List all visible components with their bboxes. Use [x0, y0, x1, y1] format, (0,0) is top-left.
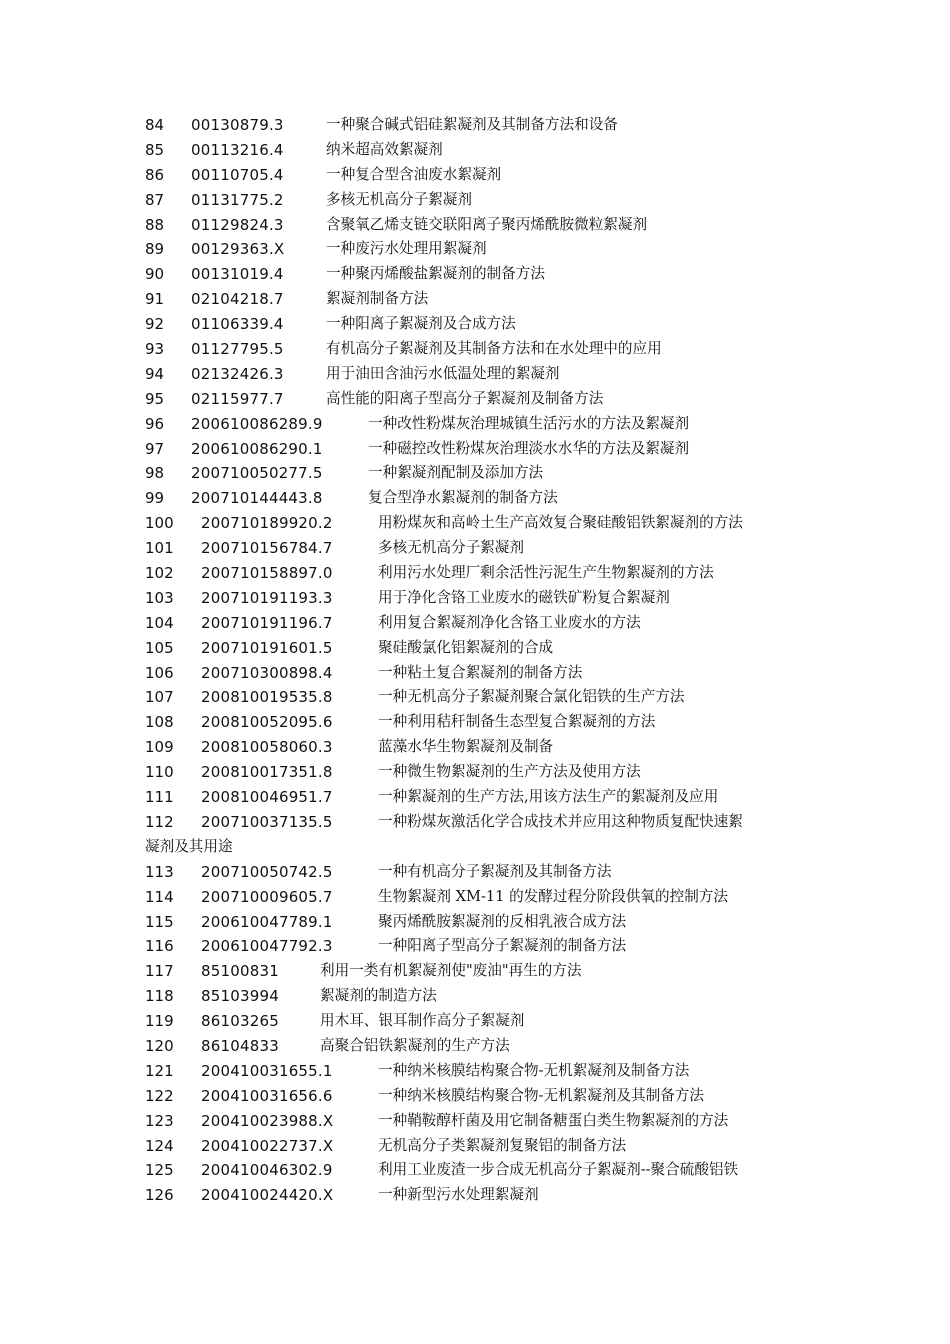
list-item [145, 1084, 825, 1109]
list-item [145, 785, 825, 810]
entry-number: 119 [145, 1012, 174, 1031]
application-number: 200710009605.7 [201, 887, 333, 906]
patent-title: 高性能的阳离子型高分子絮凝剂及制备方法 [326, 389, 604, 407]
entry-number: 109 [145, 738, 174, 757]
application-number: 02104218.7 [191, 290, 284, 309]
patent-title: 利用工业废渣一步合成无机高分子絮凝剂--聚合硫酸铝铁 [378, 1161, 739, 1179]
application-number: 200410031656.6 [201, 1086, 333, 1105]
patent-title: 一种纳米核膜结构聚合物-无机絮凝剂及其制备方法 [378, 1086, 704, 1104]
patent-title: 一种微生物絮凝剂的生产方法及使用方法 [378, 763, 641, 781]
application-number: 200810052095.6 [201, 713, 333, 732]
entry-number: 122 [145, 1086, 174, 1105]
entry-number: 106 [145, 663, 174, 682]
entry-number: 124 [145, 1136, 174, 1155]
entry-number: 118 [145, 987, 174, 1006]
entry-number: 116 [145, 937, 174, 956]
list-item [145, 287, 825, 312]
patent-title: 一种有机高分子絮凝剂及其制备方法 [378, 862, 612, 880]
entry-number: 88 [145, 215, 165, 234]
list-item [145, 959, 825, 984]
list-item [145, 486, 825, 511]
application-number: 200710189920.2 [201, 514, 333, 533]
entry-number: 110 [145, 763, 174, 782]
list-item [145, 611, 825, 636]
entry-number: 90 [145, 265, 165, 284]
entry-number: 121 [145, 1061, 174, 1080]
list-item [145, 337, 825, 362]
patent-title: 聚硅酸氯化铝絮凝剂的合成 [378, 638, 554, 656]
patent-title: 纳米超高效絮凝剂 [326, 140, 443, 158]
patent-title: 一种阳离子絮凝剂及合成方法 [326, 315, 516, 333]
list-item [145, 1109, 825, 1134]
list-item [145, 1134, 825, 1159]
entry-number: 102 [145, 564, 174, 583]
patent-title: 一种磁控改性粉煤灰治理淡水水华的方法及絮凝剂 [368, 439, 690, 457]
entry-number: 123 [145, 1111, 174, 1130]
application-number: 200810046951.7 [201, 788, 333, 807]
list-item [145, 138, 825, 163]
patent-title: 一种复合型含油废水絮凝剂 [326, 165, 502, 183]
application-number: 200810058060.3 [201, 738, 333, 757]
list-item [145, 1059, 825, 1084]
patent-title: 用粉煤灰和高岭土生产高效复合聚硅酸铝铁絮凝剂的方法 [378, 514, 743, 532]
application-number: 200610086290.1 [191, 439, 323, 458]
patent-title: 一种絮凝剂配制及添加方法 [368, 464, 544, 482]
list-item [145, 1183, 825, 1208]
entry-number: 95 [145, 389, 165, 408]
application-number: 200410031655.1 [201, 1061, 333, 1080]
application-number: 200410022737.X [201, 1136, 334, 1155]
list-item [145, 412, 825, 437]
application-number: 200710156784.7 [201, 539, 333, 558]
patent-title-continuation: 凝剂及其用途 [145, 837, 233, 855]
list-item [145, 536, 825, 561]
entry-number: 108 [145, 713, 174, 732]
application-number: 200710158897.0 [201, 564, 333, 583]
entry-number: 97 [145, 439, 165, 458]
list-item [145, 387, 825, 412]
entry-number: 101 [145, 539, 174, 558]
entry-number: 120 [145, 1036, 174, 1055]
patent-title: 一种鞘鞍醇杆菌及用它制备糖蛋白类生物絮凝剂的方法 [378, 1111, 729, 1129]
list-item [145, 860, 825, 885]
entry-number: 111 [145, 788, 174, 807]
application-number: 200610047789.1 [201, 912, 333, 931]
patent-title: 用于油田含油污水低温处理的絮凝剂 [326, 364, 560, 382]
application-number: 86104833 [201, 1036, 279, 1055]
application-number: 01127795.5 [191, 340, 284, 359]
patent-title: 利用一类有机絮凝剂使"废油"再生的方法 [320, 962, 582, 980]
entry-number: 89 [145, 240, 165, 259]
list-item [145, 810, 825, 835]
list-item [145, 163, 825, 188]
application-number: 200610086289.9 [191, 414, 323, 433]
entry-number: 100 [145, 514, 174, 533]
list-item [145, 1009, 825, 1034]
list-item [145, 113, 825, 138]
application-number: 200710144443.8 [191, 489, 323, 508]
application-number: 00131019.4 [191, 265, 284, 284]
patent-title: 无机高分子类絮凝剂复聚铝的制备方法 [378, 1136, 627, 1154]
application-number: 00110705.4 [191, 165, 284, 184]
application-number: 01131775.2 [191, 190, 284, 209]
entry-number: 87 [145, 190, 165, 209]
patent-title: 一种利用秸秆制备生态型复合絮凝剂的方法 [378, 713, 656, 731]
list-item [145, 984, 825, 1009]
list-item [145, 262, 825, 287]
entry-number: 126 [145, 1186, 174, 1205]
entry-number: 94 [145, 364, 165, 383]
application-number: 200710037135.5 [201, 812, 333, 831]
application-number: 85103994 [201, 987, 279, 1006]
application-number: 200410024420.X [201, 1186, 334, 1205]
entry-number: 84 [145, 116, 165, 134]
entry-number: 103 [145, 588, 174, 607]
patent-title: 一种阳离子型高分子絮凝剂的制备方法 [378, 937, 627, 955]
application-number: 02132426.3 [191, 364, 284, 383]
patent-title: 生物絮凝剂 XM-11 的发酵过程分阶段供氧的控制方法 [378, 887, 728, 905]
patent-title: 一种无机高分子絮凝剂聚合氯化铝铁的生产方法 [378, 688, 685, 706]
patent-title: 一种新型污水处理絮凝剂 [378, 1186, 539, 1204]
list-item [145, 685, 825, 710]
entry-number: 96 [145, 414, 165, 433]
list-item [145, 1158, 825, 1183]
application-number: 200710191193.3 [201, 588, 333, 607]
patent-title: 多核无机高分子絮凝剂 [326, 190, 472, 208]
application-number: 01129824.3 [191, 215, 284, 234]
list-item [145, 885, 825, 910]
patent-title: 一种聚丙烯酸盐絮凝剂的制备方法 [326, 265, 545, 283]
entry-number: 93 [145, 340, 165, 359]
list-item [145, 188, 825, 213]
entry-number: 125 [145, 1161, 174, 1180]
patent-list [145, 113, 825, 1208]
patent-title: 蓝藻水华生物絮凝剂及制备 [378, 738, 554, 756]
patent-title: 聚丙烯酰胺絮凝剂的反相乳液合成方法 [378, 912, 627, 930]
list-item [145, 213, 825, 238]
application-number: 00129363.X [191, 240, 285, 259]
entry-number: 91 [145, 290, 165, 309]
list-item [145, 735, 825, 760]
patent-title: 一种絮凝剂的生产方法,用该方法生产的絮凝剂及应用 [378, 788, 719, 806]
entry-number: 99 [145, 489, 165, 508]
patent-title: 一种粉煤灰激活化学合成技术并应用这种物质复配快速絮 [378, 812, 743, 830]
patent-title: 复合型净水絮凝剂的制备方法 [368, 489, 558, 507]
list-item [145, 636, 825, 661]
list-item [145, 934, 825, 959]
list-item [145, 362, 825, 387]
list-item [145, 461, 825, 486]
list-item [145, 237, 825, 262]
entry-number: 107 [145, 688, 174, 707]
entry-number: 117 [145, 962, 174, 981]
application-number: 200710191196.7 [201, 613, 333, 632]
entry-number: 92 [145, 315, 165, 334]
patent-title: 一种改性粉煤灰治理城镇生活污水的方法及絮凝剂 [368, 414, 690, 432]
application-number: 01106339.4 [191, 315, 284, 334]
list-item [145, 760, 825, 785]
patent-title: 一种粘土复合絮凝剂的制备方法 [378, 663, 583, 681]
application-number: 200810017351.8 [201, 763, 333, 782]
application-number: 00130879.3 [191, 116, 284, 134]
application-number: 02115977.7 [191, 389, 284, 408]
entry-number: 104 [145, 613, 174, 632]
patent-title: 絮凝剂制备方法 [326, 290, 429, 308]
application-number: 200810019535.8 [201, 688, 333, 707]
patent-title: 一种聚合碱式铝硅絮凝剂及其制备方法和设备 [326, 116, 618, 133]
patent-title: 多核无机高分子絮凝剂 [378, 539, 524, 557]
application-number: 200410046302.9 [201, 1161, 333, 1180]
list-item [145, 1034, 825, 1059]
patent-title: 利用复合絮凝剂净化含铬工业废水的方法 [378, 613, 641, 631]
patent-title: 一种废污水处理用絮凝剂 [326, 240, 487, 258]
entry-number: 115 [145, 912, 174, 931]
application-number: 86103265 [201, 1012, 279, 1031]
application-number: 200710300898.4 [201, 663, 333, 682]
entry-number: 114 [145, 887, 174, 906]
application-number: 200710191601.5 [201, 638, 333, 657]
list-item [145, 710, 825, 735]
patent-title: 用于净化含铬工业废水的磁铁矿粉复合絮凝剂 [378, 588, 670, 606]
application-number: 200710050742.5 [201, 862, 333, 881]
patent-title: 高聚合铝铁絮凝剂的生产方法 [320, 1036, 510, 1054]
patent-title: 用木耳、银耳制作高分子絮凝剂 [320, 1012, 525, 1030]
entry-number: 112 [145, 812, 174, 831]
list-item [145, 561, 825, 586]
application-number: 200710050277.5 [191, 464, 323, 483]
list-item [145, 661, 825, 686]
application-number: 85100831 [201, 962, 279, 981]
entry-number: 85 [145, 140, 165, 159]
patent-title: 有机高分子絮凝剂及其制备方法和在水处理中的应用 [326, 340, 662, 358]
entry-number: 98 [145, 464, 165, 483]
list-item [145, 910, 825, 935]
list-item [145, 437, 825, 462]
list-item [145, 511, 825, 536]
patent-title: 絮凝剂的制造方法 [320, 987, 437, 1005]
list-item [145, 312, 825, 337]
patent-title: 一种纳米核膜结构聚合物-无机絮凝剂及制备方法 [378, 1061, 690, 1079]
application-number: 200610047792.3 [201, 937, 333, 956]
entry-number: 86 [145, 165, 165, 184]
list-item [145, 586, 825, 611]
entry-number: 113 [145, 862, 174, 881]
application-number: 00113216.4 [191, 140, 284, 159]
entry-number: 105 [145, 638, 174, 657]
application-number: 200410023988.X [201, 1111, 334, 1130]
patent-title: 利用污水处理厂剩余活性污泥生产生物絮凝剂的方法 [378, 564, 714, 582]
patent-title: 含聚氧乙烯支链交联阳离子聚丙烯酰胺微粒絮凝剂 [326, 215, 648, 233]
